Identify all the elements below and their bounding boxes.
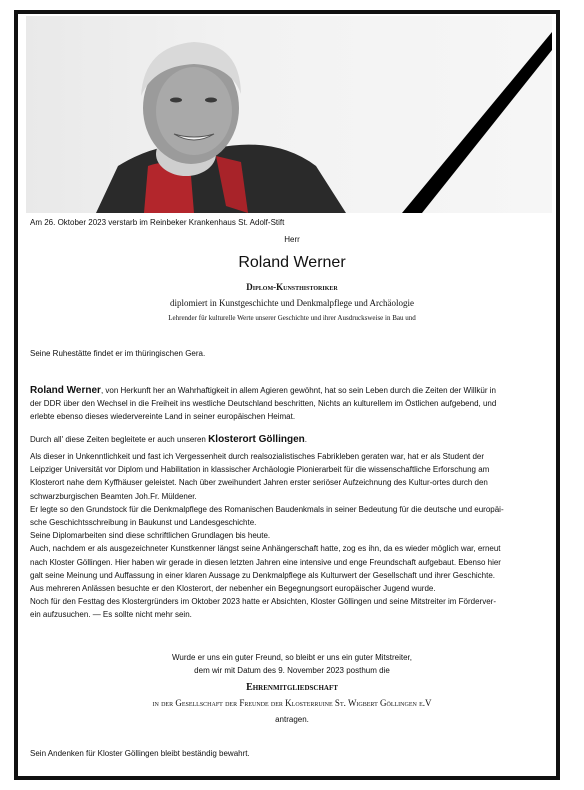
bio-line: der DDR über den Wechsel in die Freiheit ins westliche Deutschland beschritten, Nichts an kulturellem im Östlichen aufgebend, und xyxy=(30,399,497,409)
final-line: Sein Andenken für Kloster Göllingen bleibt beständig bewahrt. xyxy=(30,749,250,758)
bio-line: nach Kloster Göllingen. Hier haben wir gerade in diesen letzten Jahren eine intensive und enge Freundschaft aufgebaut. Ebenso hier xyxy=(30,557,501,567)
bio-line: ein aufzusuchen. — Es sollte nicht mehr sein. xyxy=(30,610,192,620)
bio-line: galt seine Meinung und Auffassung in einer klaren Aussage zu Denkmalpflege als Kulturwert der Gesellschaft und ihrer Geschichte. xyxy=(30,570,496,580)
salutation: Herr xyxy=(284,235,300,244)
bio-line: Als dieser in Unkenntlichkeit und fast ich Vergessenheit durch realsozialistisches Fabrikleben geraten war, hat er als Student der xyxy=(30,452,485,461)
bio-line: sche Geschichtsschreibung in Baukunst und Landesgeschichte. xyxy=(30,518,257,528)
academic-title: Diplom-Kunsthistoriker xyxy=(246,282,338,292)
deceased-name: Roland Werner xyxy=(238,254,346,271)
place-name: Klosterort Göllingen xyxy=(208,434,305,445)
bio-name: Roland Werner xyxy=(30,385,101,396)
bio-paragraph-2 xyxy=(30,433,307,446)
honorary-membership: Ehrenmitgliedschaft xyxy=(246,682,338,693)
bio-line: Noch für den Festtag des Klostergründers im Oktober 2023 hatte er Absichten, Kloster Göllingen und seine Mitstreiter im Förderver- xyxy=(30,597,496,607)
portrait-photo xyxy=(26,16,552,213)
bio-line: Klosterort nahe dem Kyffhäuser geleistet. Nach über zweihundert Jahren erster seriöser Aufzeichnung des Kultur-ortes durch den xyxy=(30,478,488,488)
bio-body xyxy=(30,450,546,622)
closing-line-2: dem wir mit Datum des 9. November 2023 posthum die xyxy=(194,666,390,675)
role-line: Lehrender für kulturelle Werte unserer Geschichte und ihrer Ausdrucksweise in Bau und xyxy=(168,314,416,322)
resting-place: Seine Ruhestätte findet er im thüringischen Gera. xyxy=(30,349,206,358)
closing-line-3: antragen. xyxy=(275,715,309,724)
bio-line: Er legte so den Grundstock für die Denkmalpflege des Romanischen Baudenkmals in seiner Bedeutung für die deutsche und europäi- xyxy=(30,504,504,514)
bio-line: Seine Diplomarbeiten sind diese schriftlichen Grundlagen bis heute. xyxy=(30,531,271,541)
degree-line: diplomiert in Kunstgeschichte und Denkmalpflege und Archäologie xyxy=(170,298,414,308)
bio-line: erlebte ebenso dieses wiedervereinte Land in seiner europäischen Heimat. xyxy=(30,412,296,422)
bio-paragraph-1 xyxy=(30,384,546,424)
bio-line: Aus mehreren Anlässen besuchte er den Klosterort, der nebenher ein Begegnungsort europäischer Jugend wurde. xyxy=(30,584,436,594)
bio-prefix: Durch all' diese Zeiten begleitete er auch unseren xyxy=(30,435,209,444)
death-notice: Am 26. Oktober 2023 verstarb im Reinbeker Krankenhaus St. Adolf-Stift xyxy=(30,218,285,227)
bio-line: Leipziger Universität vor Diplom und Habilitation in klassischer Archäologie Pionierarbeit für die wissenschaftliche Erforschung am xyxy=(30,465,490,475)
closing-line-1: Wurde er uns ein guter Freund, so bleibt er uns ein guter Mitstreiter, xyxy=(172,653,412,662)
society-name: in der Gesellschaft der Freunde der Klosterruine St. Wigbert Göllingen e.V xyxy=(152,698,432,708)
bio-suffix: . xyxy=(304,435,307,444)
bio-line: , von Herkunft her an Wahrhaftigkeit in allem Agieren gewöhnt, hat so sein Leben durch die Zeiten der Willkür in xyxy=(100,386,496,395)
bio-line: Auch, nachdem er als ausgezeichneter Kunstkenner längst seine Anhängerschaft hatte, zog es ihn, da es wieder möglich war, erneut xyxy=(30,544,501,554)
bio-line: schwarzburgischen Beamten Joh.Fr. Müldener. xyxy=(30,491,197,501)
